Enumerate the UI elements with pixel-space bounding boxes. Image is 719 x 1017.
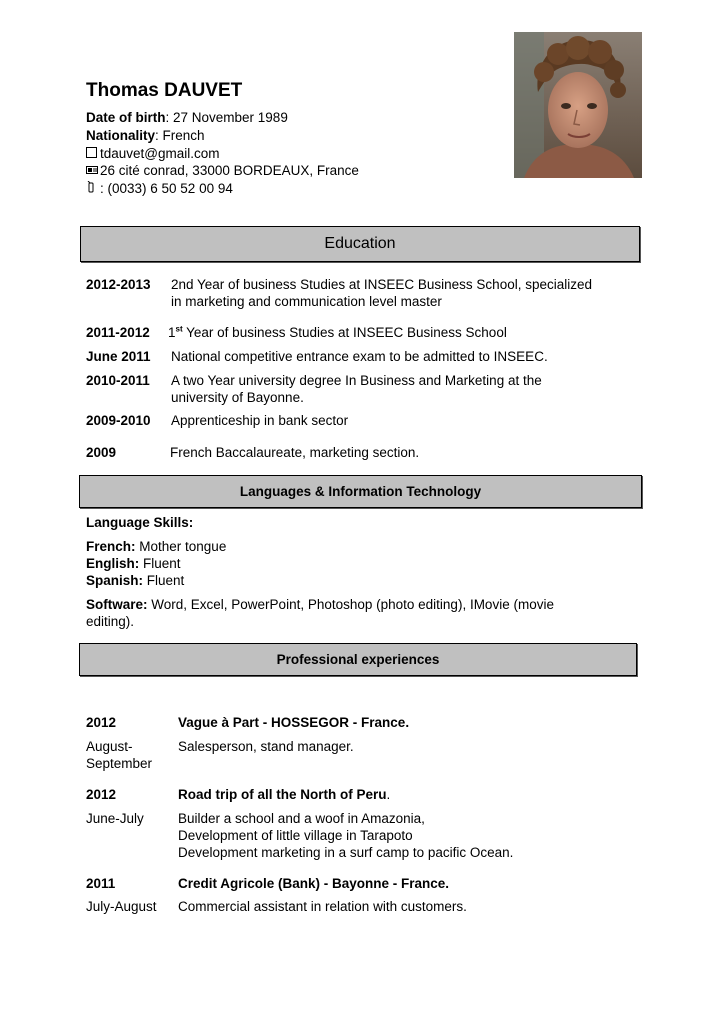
language-skills-heading: Language Skills: [86,515,194,530]
language-list [86,538,226,589]
nationality-line [86,127,359,145]
experience-heading: Road trip of all the North of Peru. [178,787,391,802]
candidate-name: Thomas DAUVET [86,80,243,101]
dob-value: : 27 November 1989 [165,110,288,125]
email-value: tdauvet@gmail.com [100,145,220,161]
education-year: 2012-2013 [86,277,151,292]
education-year: 2009 [86,445,117,460]
experience-year: 2012 [86,787,117,802]
language-french: French: Mother tongue [86,539,227,554]
education-desc: 2nd Year of business Studies at INSEEC Business School, specialized in marketing and communication level master [171,277,592,309]
education-year: June 2011 [86,349,151,364]
experience-period: July-August [86,899,157,914]
phone-icon [86,180,100,198]
address-line [86,162,359,180]
dob-line [86,109,359,127]
experience-desc: Builder a school and a woof in Amazonia, Development of little village in Tarapoto Development marketing in a surf camp to pacific Ocean. [178,811,514,860]
nationality-label: Nationality [86,127,156,143]
education-year: 2010-2011 [86,373,150,388]
experience-heading: Vague à Part - HOSSEGOR - France. [178,715,410,730]
education-desc: 1st Year of business Studies at INSEEC Business School [168,324,507,340]
experience-banner: Professional experiences [79,643,637,676]
nationality-value: : French [155,127,205,143]
phone-line [86,180,359,198]
education-desc: A two Year university degree In Business and Marketing at the university of Bayonne. [171,373,542,405]
education-desc: Apprenticeship in bank sector [171,413,349,428]
education-year: 2009-2010 [86,413,151,428]
dob-label: Date of birth [86,110,166,125]
mailbox-icon [86,162,100,180]
envelope-icon [86,145,100,163]
experience-year: 2011 [86,876,116,891]
address-value: 26 cité conrad, 33000 BORDEAUX, France [100,163,359,179]
contact-block [86,109,359,198]
language-spanish: Spanish: Fluent [86,573,185,588]
phone-value: : (0033) 6 50 52 00 94 [100,181,233,197]
experience-desc: Salesperson, stand manager. [178,739,354,754]
software-skills: Software: Word, Excel, PowerPoint, Photoshop (photo editing), IMovie (movie editing). [86,597,554,629]
experience-desc: Commercial assistant in relation with customers. [178,899,467,914]
experience-heading: Credit Agricole (Bank) - Bayonne - France. [178,876,450,891]
experience-period: August- September [86,739,153,771]
education-desc: National competitive entrance exam to be admitted to INSEEC. [171,349,548,364]
languages-banner: Languages & Information Technology [79,475,642,508]
education-banner: Education [80,226,640,262]
education-year: 2011-2012 [86,325,150,340]
education-desc: French Baccalaureate, marketing section. [170,445,420,460]
experience-year: 2012 [86,715,117,730]
email-line [86,145,359,163]
profile-photo [514,32,642,178]
experience-period: June-July [86,811,144,826]
language-english: English: Fluent [86,556,181,571]
